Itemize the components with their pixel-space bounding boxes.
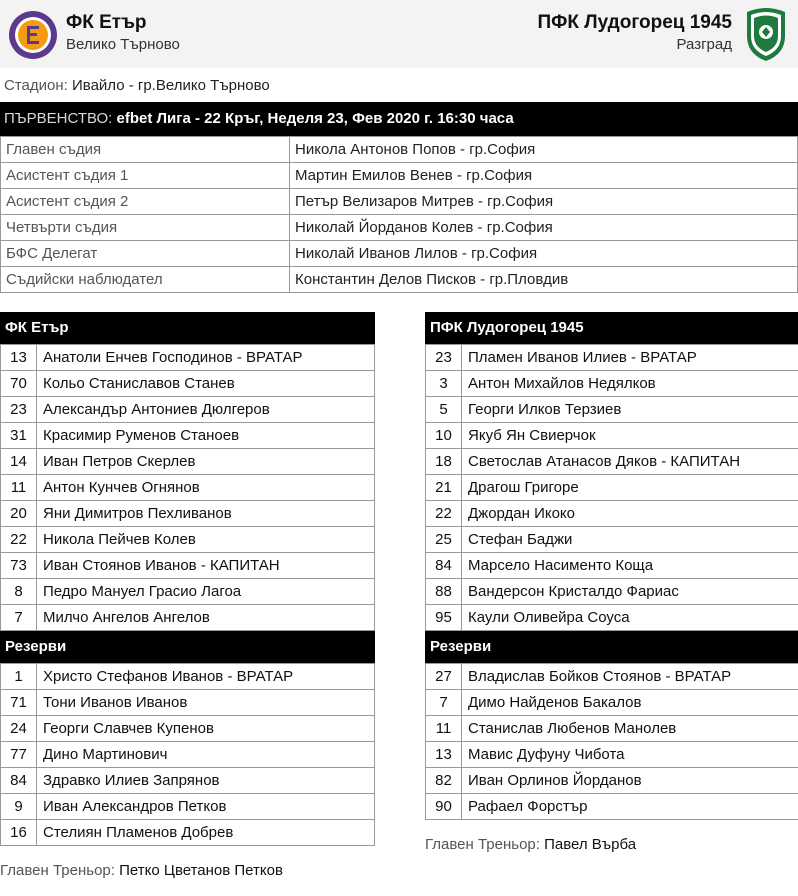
- reserve-row: [1, 664, 375, 690]
- official-name: Константин Делов Писков - гр.Пловдив: [290, 267, 798, 293]
- player-row: [1, 475, 375, 501]
- player-number: 9: [1, 794, 37, 820]
- official-row: [1, 215, 798, 241]
- stadium-value: Ивайло - гр.Велико Търново: [71, 77, 270, 94]
- player-number: 70: [1, 371, 37, 397]
- player-number: 3: [426, 371, 462, 397]
- player-number: 25: [426, 527, 462, 553]
- player-name: Иван Стоянов Иванов - КАПИТАН: [37, 553, 375, 579]
- player-name: Вандерсон Кристалдо Фариас: [462, 579, 798, 605]
- officials-table: [0, 136, 798, 293]
- official-row: [1, 267, 798, 293]
- reserve-row: [426, 794, 798, 820]
- player-name: Иван Александров Петков: [37, 794, 375, 820]
- reserve-row: [426, 664, 798, 690]
- player-name: Антон Кунчев Огнянов: [37, 475, 375, 501]
- home-coach: [0, 862, 283, 879]
- player-row: [1, 449, 375, 475]
- player-row: [426, 553, 798, 579]
- official-role: Съдийски наблюдател: [1, 267, 290, 293]
- player-number: 13: [1, 345, 37, 371]
- competition-value: efbet Лига - 22 Кръг, Неделя 23, Фев 2020 г. 16:30 часа: [116, 110, 514, 127]
- player-name: Антон Михайлов Недялков: [462, 371, 798, 397]
- player-number: 11: [426, 716, 462, 742]
- ludogorets-crest-icon: [744, 6, 788, 62]
- player-row: [1, 371, 375, 397]
- player-number: 23: [1, 397, 37, 423]
- home-lineup-title: ФК Етър: [0, 312, 375, 344]
- away-starters-table: [425, 344, 798, 631]
- player-name: Драгош Григоре: [462, 475, 798, 501]
- player-name: Александър Антониев Дюлгеров: [37, 397, 375, 423]
- player-number: 8: [1, 579, 37, 605]
- player-row: [426, 605, 798, 631]
- home-reserves-table: [0, 663, 375, 846]
- player-name: Кольо Станиславов Станев: [37, 371, 375, 397]
- home-team-city: Велико Търново: [66, 36, 180, 53]
- player-number: 7: [1, 605, 37, 631]
- stadium-info: [4, 77, 270, 94]
- player-number: 13: [426, 742, 462, 768]
- official-row: [1, 189, 798, 215]
- player-row: [426, 345, 798, 371]
- official-row: [1, 163, 798, 189]
- player-name: Никола Пейчев Колев: [37, 527, 375, 553]
- player-number: 82: [426, 768, 462, 794]
- player-row: [426, 475, 798, 501]
- player-number: 11: [1, 475, 37, 501]
- player-row: [426, 449, 798, 475]
- official-role: Асистент съдия 2: [1, 189, 290, 215]
- player-number: 84: [1, 768, 37, 794]
- player-number: 31: [1, 423, 37, 449]
- home-lineup: [0, 312, 375, 846]
- away-lineup-title: ПФК Лудогорец 1945: [425, 312, 798, 344]
- player-name: Тони Иванов Иванов: [37, 690, 375, 716]
- player-name: Станислав Любенов Манолев: [462, 716, 798, 742]
- player-number: 21: [426, 475, 462, 501]
- player-number: 27: [426, 664, 462, 690]
- player-number: 95: [426, 605, 462, 631]
- reserve-row: [1, 716, 375, 742]
- player-name: Джордан Икоко: [462, 501, 798, 527]
- reserve-row: [1, 820, 375, 846]
- official-role: Главен съдия: [1, 137, 290, 163]
- player-name: Дино Мартинович: [37, 742, 375, 768]
- player-name: Милчо Ангелов Ангелов: [37, 605, 375, 631]
- player-row: [426, 501, 798, 527]
- player-name: Иван Орлинов Йорданов: [462, 768, 798, 794]
- home-coach-name: Петко Цветанов Петков: [119, 862, 283, 879]
- away-coach-name: Павел Върба: [544, 836, 637, 853]
- player-number: 23: [426, 345, 462, 371]
- player-row: [426, 579, 798, 605]
- official-row: [1, 137, 798, 163]
- player-name: Якуб Ян Свиерчок: [462, 423, 798, 449]
- home-reserves-title: Резерви: [0, 631, 375, 663]
- away-reserves-title: Резерви: [425, 631, 798, 663]
- reserve-row: [426, 768, 798, 794]
- player-name: Георги Илков Терзиев: [462, 397, 798, 423]
- player-number: 84: [426, 553, 462, 579]
- official-name: Николай Иванов Лилов - гр.София: [290, 241, 798, 267]
- player-name: Здравко Илиев Запрянов: [37, 768, 375, 794]
- official-name: Мартин Емилов Венев - гр.София: [290, 163, 798, 189]
- player-row: [426, 423, 798, 449]
- home-starters-table: [0, 344, 375, 631]
- player-name: Рафаел Форстър: [462, 794, 798, 820]
- player-number: 10: [426, 423, 462, 449]
- player-number: 18: [426, 449, 462, 475]
- reserve-row: [426, 690, 798, 716]
- player-number: 5: [426, 397, 462, 423]
- player-row: [1, 423, 375, 449]
- player-name: Пламен Иванов Илиев - ВРАТАР: [462, 345, 798, 371]
- official-role: БФС Делегат: [1, 241, 290, 267]
- player-name: Светослав Атанасов Дяков - КАПИТАН: [462, 449, 798, 475]
- player-name: Стелиян Пламенов Добрев: [37, 820, 375, 846]
- official-role: Четвърти съдия: [1, 215, 290, 241]
- official-role: Асистент съдия 1: [1, 163, 290, 189]
- away-coach: [425, 836, 636, 853]
- player-name: Димо Найденов Бакалов: [462, 690, 798, 716]
- reserve-row: [1, 690, 375, 716]
- competition-label: ПЪРВЕНСТВО:: [4, 110, 113, 127]
- player-row: [426, 397, 798, 423]
- stadium-label: Стадион:: [4, 77, 68, 94]
- player-number: 77: [1, 742, 37, 768]
- player-name: Яни Димитров Пехливанов: [37, 501, 375, 527]
- reserve-row: [426, 716, 798, 742]
- reserve-row: [426, 742, 798, 768]
- official-name: Петър Велизаров Митрев - гр.София: [290, 189, 798, 215]
- player-name: Педро Мануел Грасио Лагоа: [37, 579, 375, 605]
- etar-crest-icon: [8, 10, 58, 60]
- official-name: Никола Антонов Попов - гр.София: [290, 137, 798, 163]
- player-row: [1, 527, 375, 553]
- away-reserves-table: [425, 663, 798, 820]
- player-name: Христо Стефанов Иванов - ВРАТАР: [37, 664, 375, 690]
- player-row: [1, 553, 375, 579]
- home-team-name: ФК Етър: [66, 12, 147, 33]
- player-name: Иван Петров Скерлев: [37, 449, 375, 475]
- player-row: [1, 605, 375, 631]
- player-row: [1, 345, 375, 371]
- player-number: 14: [1, 449, 37, 475]
- player-number: 71: [1, 690, 37, 716]
- player-name: Красимир Руменов Станоев: [37, 423, 375, 449]
- away-team-city: Разград: [676, 36, 732, 53]
- reserve-row: [1, 768, 375, 794]
- player-number: 16: [1, 820, 37, 846]
- player-number: 73: [1, 553, 37, 579]
- away-team-name: ПФК Лудогорец 1945: [537, 12, 732, 33]
- match-header: [0, 0, 798, 68]
- player-row: [1, 397, 375, 423]
- away-coach-label: Главен Треньор:: [425, 836, 540, 853]
- player-name: Георги Славчев Купенов: [37, 716, 375, 742]
- reserve-row: [1, 742, 375, 768]
- away-lineup: [425, 312, 798, 820]
- official-row: [1, 241, 798, 267]
- player-name: Владислав Бойков Стоянов - ВРАТАР: [462, 664, 798, 690]
- player-row: [426, 527, 798, 553]
- official-name: Николай Йорданов Колев - гр.София: [290, 215, 798, 241]
- player-row: [426, 371, 798, 397]
- player-number: 22: [426, 501, 462, 527]
- player-row: [1, 579, 375, 605]
- player-number: 90: [426, 794, 462, 820]
- player-name: Каули Оливейра Соуса: [462, 605, 798, 631]
- home-coach-label: Главен Треньор:: [0, 862, 115, 879]
- competition-bar: [0, 102, 798, 136]
- player-number: 7: [426, 690, 462, 716]
- player-number: 88: [426, 579, 462, 605]
- player-name: Стефан Баджи: [462, 527, 798, 553]
- player-row: [1, 501, 375, 527]
- player-number: 20: [1, 501, 37, 527]
- player-name: Мавис Дуфуну Чибота: [462, 742, 798, 768]
- player-name: Анатоли Енчев Господинов - ВРАТАР: [37, 345, 375, 371]
- player-number: 1: [1, 664, 37, 690]
- reserve-row: [1, 794, 375, 820]
- player-number: 24: [1, 716, 37, 742]
- player-number: 22: [1, 527, 37, 553]
- player-name: Марсело Насименто Коща: [462, 553, 798, 579]
